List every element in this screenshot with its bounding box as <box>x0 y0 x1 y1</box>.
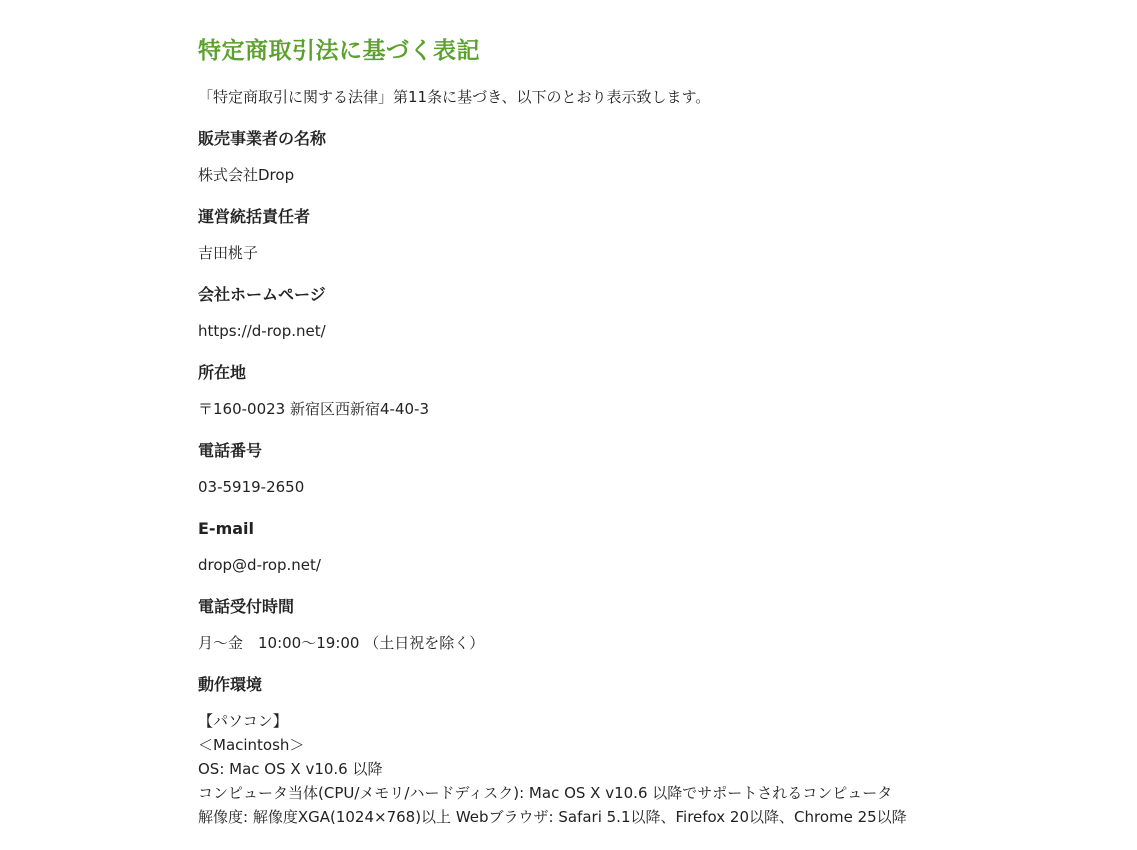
section-email <box>198 519 1098 574</box>
page-title: 特定商取引法に基づく表記 <box>198 38 480 64</box>
section-phone <box>198 441 1098 496</box>
section-heading: 動作環境 <box>198 675 263 694</box>
section-environment <box>198 675 1098 826</box>
section-heading: 運営統括責任者 <box>198 207 311 226</box>
section-heading: 会社ホームページ <box>198 285 326 304</box>
section-value: 月～金 10:00～19:00 （土日祝を除く） <box>198 634 485 652</box>
section-homepage <box>198 285 1098 340</box>
email-link[interactable]: drop@d-rop.net/ <box>198 556 321 574</box>
section-seller-name <box>198 129 1098 184</box>
section-value: 株式会社Drop <box>198 166 295 184</box>
section-heading: 販売事業者の名称 <box>198 129 327 148</box>
section-heading: E-mail <box>198 519 255 538</box>
environment-line: コンピュータ当体(CPU/メモリ/ハードディスク): Mac OS X v10.6 以降でサポートされるコンピュータ <box>198 784 893 802</box>
section-manager <box>198 207 1098 262</box>
section-heading: 電話受付時間 <box>198 597 295 616</box>
section-address <box>198 363 1098 418</box>
environment-line: 解像度: 解像度XGA(1024×768)以上 Webブラウザ: Safari 5.1以降、Firefox 20以降、Chrome 25以降 <box>198 808 907 826</box>
environment-details <box>198 699 907 829</box>
environment-line: ＜Macintosh＞ <box>198 736 305 754</box>
environment-line: OS: Mac OS X v10.6 以降 <box>198 760 383 778</box>
section-value: 吉田桃子 <box>198 244 259 262</box>
phone-number: 03-5919-2650 <box>198 478 305 496</box>
homepage-link[interactable]: https://d-rop.net/ <box>198 322 326 340</box>
section-heading: 所在地 <box>198 363 247 382</box>
section-value: 〒160-0023 新宿区西新宿4-40-3 <box>198 400 429 418</box>
section-heading: 電話番号 <box>198 441 263 460</box>
intro-text: 「特定商取引に関する法律」第11条に基づき、以下のとおり表示致します。 <box>198 88 711 106</box>
section-phone-hours <box>198 597 1098 652</box>
environment-line: 【パソコン】 <box>198 712 288 730</box>
